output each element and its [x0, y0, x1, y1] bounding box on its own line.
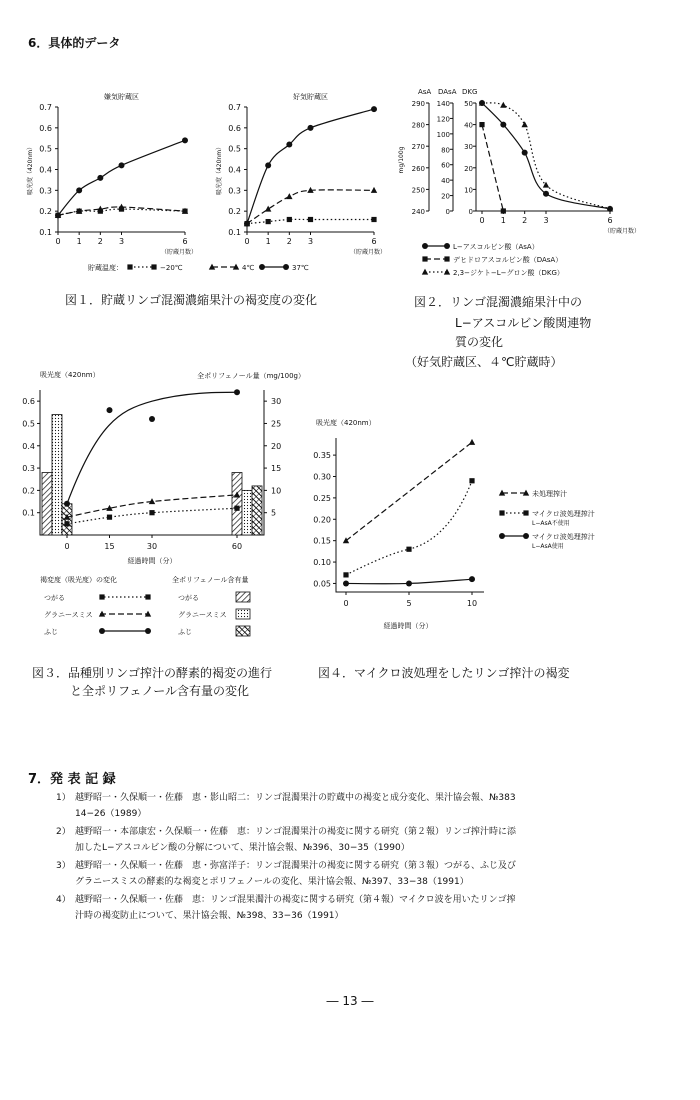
x-tick-label: 2	[97, 237, 103, 246]
asa-tick-label: 250	[411, 186, 425, 195]
dasa-tick-label: 40	[441, 177, 450, 186]
legend-marker	[499, 533, 505, 539]
data-point	[500, 122, 506, 128]
legend-bar-swatch	[236, 609, 250, 619]
unit-label: mg/100g	[398, 146, 405, 174]
figure-4-chart	[313, 418, 595, 630]
asa-tick-label: 280	[411, 121, 425, 130]
legend-marker	[422, 256, 427, 261]
data-point	[244, 221, 249, 226]
y-right-tick-label: 5	[271, 508, 277, 518]
legend-marker	[444, 269, 450, 275]
data-point	[234, 506, 239, 511]
legend-label: L−アスコルビン酸（AsA）	[453, 243, 539, 251]
figure-2-chart	[398, 88, 640, 277]
x-tick-label: 30	[146, 542, 158, 551]
dkg-tick-label: 0	[468, 208, 473, 216]
legend-label: マイクロ波処理搾汁	[532, 510, 595, 518]
data-point	[343, 580, 349, 586]
figure-2-caption-line4: （好気貯蔵区、４℃貯蔵時）	[405, 355, 563, 369]
x-tick-label: 2	[286, 237, 292, 246]
data-point	[308, 125, 314, 131]
y-tick-label: 0.4	[39, 165, 52, 175]
dasa-tick-label: 120	[436, 115, 450, 124]
y-tick-label: 0.3	[228, 186, 241, 196]
figure-3-caption-line1: 図３．品種別リンゴ搾汁の酵素的褐変の進行	[32, 666, 273, 680]
data-point	[149, 510, 154, 515]
y-tick-label: 0.35	[313, 451, 331, 461]
y-right-tick-label: 30	[271, 397, 282, 407]
legend-marker	[145, 628, 151, 634]
legend-label: マイクロ波処理搾汁	[532, 533, 595, 541]
data-point	[149, 498, 155, 504]
polyphenol-bar	[42, 473, 52, 535]
x-axis-label: 経過時間（分）	[127, 557, 177, 565]
figure-3-chart	[22, 370, 305, 636]
data-point	[76, 187, 82, 193]
dasa-tick-label: 0	[445, 208, 450, 216]
y-tick-label: 0.3	[39, 186, 52, 196]
legend-label: 4℃	[242, 264, 255, 272]
x-tick-label: 0	[479, 216, 485, 225]
legend-marker	[259, 264, 265, 270]
x-tick-label: 6	[607, 216, 613, 225]
x-tick-label: 1	[265, 237, 271, 246]
dasa-tick-label: 100	[436, 130, 450, 139]
data-point	[149, 416, 155, 422]
reference-text: 越野昭一・久保順一・佐藤 恵・影山昭二：リンゴ混濁果汁の貯蔵中の褐変と成分変化、果汁協会報、№383	[75, 793, 516, 803]
y-left-tick-label: 0.3	[22, 464, 35, 474]
reference-number: 2）	[56, 827, 71, 837]
x-tick-label: 6	[371, 237, 377, 246]
y-tick-label: 0.10	[313, 558, 331, 568]
y-tick-label: 0.7	[228, 103, 241, 112]
data-point	[287, 217, 292, 222]
data-point	[119, 162, 125, 168]
dkg-tick-label: 30	[464, 143, 473, 152]
y-left-tick-label: 0.2	[22, 486, 35, 496]
data-point	[234, 389, 240, 395]
legend-label: 2,3−ジケト−L−グロン酸（DKG）	[453, 269, 564, 277]
data-point	[543, 191, 549, 197]
legend-label: 37℃	[292, 264, 309, 272]
data-point	[107, 407, 113, 413]
legend-sublabel: L−AsA不使用	[532, 520, 570, 527]
figure-1-aerobic-chart	[215, 92, 386, 256]
x-tick-label: 3	[543, 216, 549, 225]
reference-list	[56, 791, 517, 921]
y-right-tick-label: 15	[271, 464, 282, 474]
data-point	[286, 142, 292, 148]
reference-text: 汁時の褐変防止について、果汁協会報、№398、33−36（1991）	[75, 911, 344, 921]
data-point	[469, 576, 475, 582]
data-point	[308, 217, 313, 222]
data-point	[371, 106, 377, 112]
figure-2-caption-line2: L−アスコルビン酸関連物	[455, 316, 592, 330]
legend-marker	[444, 243, 450, 249]
data-point	[371, 187, 377, 193]
legend-bar-label: つがる	[178, 594, 199, 602]
x-tick-label: 10	[466, 599, 478, 608]
series-line	[482, 125, 503, 211]
x-tick-label: 0	[64, 542, 70, 551]
legend-marker	[444, 256, 449, 261]
legend-label: ふじ	[44, 628, 58, 636]
figure-1-legend	[88, 263, 309, 272]
reference-text: 加したL−アスコルビン酸の分解について、果汁協会報、№396、30−35（1990）	[75, 843, 410, 853]
dasa-tick-label: 140	[436, 100, 450, 108]
legend-marker	[127, 264, 132, 269]
x-tick-label: 1	[500, 216, 506, 225]
data-point	[469, 439, 475, 445]
asa-tick-label: 260	[411, 164, 425, 173]
y-tick-label: 0.7	[39, 103, 52, 112]
series-line	[346, 442, 472, 540]
dasa-tick-label: 20	[441, 192, 450, 201]
section-title-publications: 7．発 表 記 録	[28, 772, 116, 787]
x-tick-label: 3	[307, 237, 314, 246]
legend-bar-label: ふじ	[178, 628, 192, 636]
legend-head-right: 全ポリフェノール含有量	[172, 576, 249, 584]
y-tick-label: 0.20	[313, 515, 331, 525]
dkg-tick-label: 40	[464, 121, 473, 130]
x-tick-label: 0	[244, 237, 250, 246]
data-point	[286, 193, 292, 199]
legend-marker	[422, 243, 428, 249]
data-point	[266, 219, 271, 224]
data-point	[479, 122, 484, 127]
reference-number: 3）	[56, 861, 71, 871]
dkg-tick-label: 50	[464, 100, 473, 108]
x-tick-label: 0	[55, 237, 61, 246]
legend-bar-swatch	[236, 592, 250, 602]
figure-2-caption-line1: 図２．リンゴ混濁濃縮果汁中の	[414, 295, 583, 309]
legend-marker	[499, 510, 504, 515]
legend-bar-swatch	[236, 626, 250, 636]
legend-label: −20℃	[160, 264, 183, 272]
y-axis-label: 吸光度（420nm）	[216, 143, 223, 196]
axis-header-dkg: DKG	[462, 88, 478, 96]
data-point	[182, 209, 187, 214]
reference-text: 越野昭一・久保順一・佐藤 恵・弥富洋子：リンゴ混濁果汁の褐変に関する研究（第３報）つがる、ふじ及び	[75, 861, 517, 871]
y-axis-label: 吸光度（420nm）	[27, 143, 34, 196]
legend-label: デヒドロアスコルビン酸（DAsA）	[453, 256, 563, 264]
legend-label: グラニースミス	[44, 611, 93, 619]
figure-4-caption: 図４．マイクロ波処理をしたリンゴ搾汁の褐変	[318, 666, 570, 680]
legend-sublabel: L−AsA使用	[532, 543, 564, 550]
legend-marker	[523, 533, 529, 539]
figure-3-caption-line2: と全ポリフェノール含有量の変化	[70, 684, 250, 698]
y-tick-label: 0.2	[39, 207, 52, 217]
figure-1-anaerobic-chart	[26, 92, 197, 256]
legend-bar-label: グラニースミス	[178, 611, 227, 619]
reference-text: 越野昭一・久保順一・佐藤 恵：リンゴ混果濁汁の褐変に関する研究（第４報）マイクロ波を用いたリンゴ搾	[75, 895, 516, 905]
data-point	[521, 121, 527, 127]
data-point	[265, 162, 271, 168]
x-axis-label: （貯蔵月数）	[160, 249, 197, 256]
y-tick-label: 0.1	[228, 228, 241, 237]
y-tick-label: 0.30	[313, 472, 331, 482]
legend-marker	[422, 269, 428, 275]
y-tick-label: 0.6	[39, 123, 52, 133]
data-point	[522, 150, 528, 156]
y-tick-label: 0.15	[313, 536, 331, 546]
chart-title: 好気貯蔵区	[293, 93, 328, 101]
x-axis-label: 経過時間（分）	[383, 622, 433, 630]
legend-title: 貯蔵温度：	[88, 264, 123, 272]
legend-label: 未処理搾汁	[532, 490, 567, 498]
data-point	[500, 102, 506, 108]
y-tick-label: 0.1	[39, 228, 52, 237]
y-right-tick-label: 25	[271, 419, 282, 429]
asa-tick-label: 290	[411, 100, 425, 108]
data-point	[107, 515, 112, 520]
y-left-tick-label: 0.6	[22, 397, 35, 407]
data-point	[406, 547, 411, 552]
legend-head-left: 褐変度（吸光度）の変化	[40, 576, 117, 584]
series-line	[67, 392, 237, 504]
data-point	[265, 206, 271, 212]
y-tick-label: 0.05	[313, 579, 331, 589]
legend-marker	[283, 264, 289, 270]
data-point	[64, 521, 69, 526]
x-axis-label: （貯蔵月数）	[603, 228, 640, 235]
data-point	[371, 217, 376, 222]
polyphenol-bar	[252, 486, 262, 535]
y-right-tick-label: 20	[271, 441, 282, 451]
y-left-tick-label: 0.1	[22, 508, 35, 518]
y-tick-label: 0.2	[228, 207, 241, 217]
data-point	[119, 206, 124, 211]
data-point	[501, 208, 506, 213]
data-point	[98, 209, 103, 214]
x-tick-label: 60	[231, 542, 243, 551]
legend-marker	[99, 594, 104, 599]
y-right-tick-label: 10	[271, 486, 282, 496]
series-line	[346, 481, 472, 575]
axis-header-asa: AsA	[418, 88, 432, 96]
legend-marker	[99, 628, 105, 634]
y-left-tick-label: 0.4	[22, 441, 35, 451]
data-point	[469, 478, 474, 483]
legend-marker	[151, 264, 156, 269]
x-axis-label: （貯蔵月数）	[349, 249, 386, 256]
y-tick-label: 0.25	[313, 493, 331, 503]
reference-text: 越野昭一・本部康宏・久保順一・佐藤 恵：リンゴ混濁果汁の褐変に関する研究（第２報）リンゴ搾汁時に添	[75, 827, 517, 837]
figure-1-caption: 図１．貯蔵リンゴ混濁濃縮果汁の褐変度の変化	[65, 293, 318, 307]
x-tick-label: 6	[182, 237, 188, 246]
y-tick-label: 0.6	[228, 123, 241, 133]
axis-header-dasa: DAsA	[438, 88, 457, 96]
polyphenol-bar	[232, 473, 242, 535]
data-point	[77, 209, 82, 214]
y-tick-label: 0.4	[228, 165, 241, 175]
polyphenol-bar	[242, 490, 252, 535]
y-tick-label: 0.5	[228, 144, 241, 154]
y-axis-label: 吸光度（420nm）	[316, 419, 376, 427]
chart-axes	[476, 103, 610, 211]
dasa-tick-label: 80	[441, 146, 450, 155]
polyphenol-bar	[52, 415, 62, 535]
page-number: ― 13 ―	[326, 994, 374, 1008]
reference-number: 4）	[56, 895, 71, 905]
data-point	[64, 501, 70, 507]
dkg-tick-label: 20	[464, 164, 473, 173]
x-tick-label: 5	[406, 599, 412, 608]
x-tick-label: 1	[76, 237, 82, 246]
dkg-tick-label: 10	[464, 186, 473, 195]
asa-tick-label: 270	[411, 143, 425, 152]
x-tick-label: 2	[522, 216, 528, 225]
reference-number: 1）	[56, 793, 71, 803]
x-tick-label: 15	[104, 542, 115, 551]
y-right-label: 全ポリフェノール量（mg/100g）	[197, 372, 305, 380]
figure-2-caption-line3: 質の変化	[455, 335, 504, 349]
x-tick-label: 3	[118, 237, 125, 246]
data-point	[97, 175, 103, 181]
legend-label: つがる	[44, 594, 65, 602]
dasa-tick-label: 60	[441, 161, 450, 170]
asa-tick-label: 240	[411, 208, 425, 216]
y-left-label: 吸光度（420nm）	[40, 371, 100, 379]
y-left-tick-label: 0.5	[22, 419, 35, 429]
section-title-data: 6．具体的データ	[28, 36, 121, 50]
data-point	[55, 213, 60, 218]
legend-marker	[523, 510, 528, 515]
reference-text: 14−26（1989）	[75, 809, 147, 819]
data-point	[343, 572, 348, 577]
x-tick-label: 0	[343, 599, 349, 608]
data-point	[182, 137, 188, 143]
y-tick-label: 0.5	[39, 144, 52, 154]
legend-marker	[145, 594, 150, 599]
data-point	[406, 580, 412, 586]
reference-text: グラニースミスの酵素的な褐変とポリフェノールの変化、果汁協会報、№397、33−38（1991）	[75, 877, 469, 887]
chart-title: 嫌気貯蔵区	[104, 93, 139, 101]
